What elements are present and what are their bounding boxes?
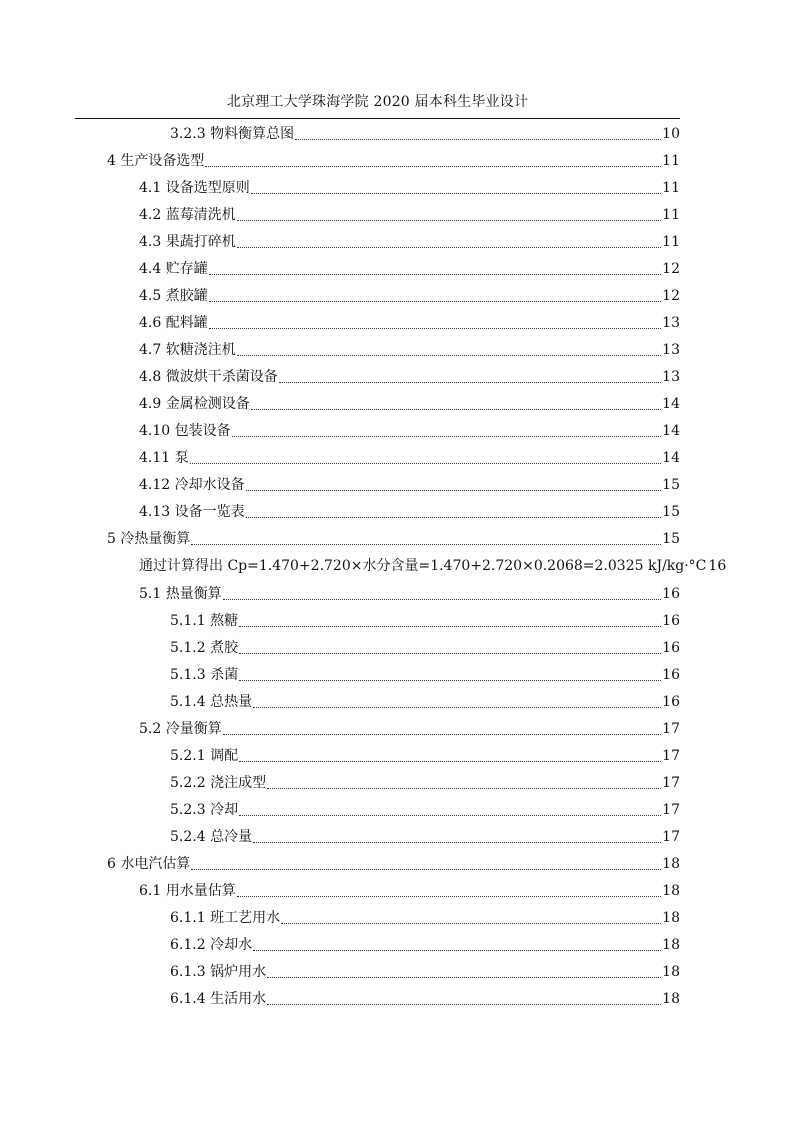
toc-entry-title: 5.1.2 煮胶 xyxy=(170,639,239,656)
toc-entry[interactable] xyxy=(170,772,680,792)
toc-entry-title: 4.10 包装设备 xyxy=(139,423,231,440)
toc-entry[interactable] xyxy=(170,907,680,927)
toc-entry-title: 5.1.4 总热量 xyxy=(170,693,253,710)
toc-entry-title: 4.2 蓝莓清洗机 xyxy=(139,207,236,224)
toc-entry-page-number: 10 xyxy=(662,126,680,142)
toc-entry-page-number: 18 xyxy=(662,936,680,953)
toc-entry[interactable] xyxy=(170,664,680,684)
toc-entry-page-number: 17 xyxy=(662,720,680,737)
toc-dot-leader xyxy=(251,409,661,410)
toc-dot-leader xyxy=(191,869,661,870)
toc-entry[interactable] xyxy=(139,258,680,278)
toc-dot-leader xyxy=(223,734,661,735)
toc-entry[interactable] xyxy=(139,474,680,494)
toc-entry[interactable] xyxy=(139,393,680,413)
toc-entry-page-number: 14 xyxy=(662,423,680,440)
toc-dot-leader xyxy=(253,842,661,843)
toc-entry[interactable] xyxy=(139,366,680,386)
toc-entry-title: 5.2.3 冷却 xyxy=(170,801,239,818)
toc-entry[interactable] xyxy=(139,204,680,224)
toc-entry-title: 4.6 配料罐 xyxy=(139,315,208,332)
toc-entry-title: 5.2 冷量衡算 xyxy=(139,720,222,737)
toc-entry-title: 4.5 煮胶罐 xyxy=(139,288,208,305)
toc-dot-leader xyxy=(237,355,661,356)
toc-entry[interactable] xyxy=(139,312,680,332)
toc-dot-leader xyxy=(295,139,661,140)
toc-entry-title: 5.2.1 调配 xyxy=(170,747,239,764)
toc-entry-page-number: 15 xyxy=(662,504,680,521)
toc-entry-page-number: 16 xyxy=(708,558,727,575)
toc-entry-title: 6.1.1 班工艺用水 xyxy=(170,909,281,926)
toc-entry-page-number: 16 xyxy=(662,666,680,683)
toc-entry-title: 4.12 冷却水设备 xyxy=(139,477,245,494)
toc-entry[interactable] xyxy=(139,177,680,197)
toc-entry-page-number: 17 xyxy=(662,747,680,764)
toc-dot-leader xyxy=(239,761,661,762)
toc-dot-leader xyxy=(267,1004,661,1005)
toc-entry-page-number: 13 xyxy=(662,315,680,332)
toc-entry[interactable] xyxy=(170,799,680,819)
toc-dot-leader xyxy=(237,896,661,897)
toc-entry-title: 6.1.4 生活用水 xyxy=(170,990,267,1007)
toc-dot-leader xyxy=(239,680,661,681)
toc-entry[interactable] xyxy=(139,420,680,440)
toc-dot-leader xyxy=(251,193,661,194)
toc-entry-page-number: 11 xyxy=(662,153,680,170)
toc-entry[interactable] xyxy=(170,961,680,981)
toc-entry-page-number: 11 xyxy=(662,180,680,197)
toc-entry-title: 6.1 用水量估算 xyxy=(139,882,236,899)
toc-entry-title: 5 冷热量衡算 xyxy=(107,531,191,548)
toc-entry-page-number: 17 xyxy=(662,828,680,845)
toc-entry-page-number: 18 xyxy=(662,990,680,1007)
toc-entry-title: 5.1.3 杀菌 xyxy=(170,666,239,683)
toc-entry-page-number: 15 xyxy=(662,531,680,548)
toc-entry-title: 4.4 贮存罐 xyxy=(139,261,208,278)
toc-entry-page-number: 13 xyxy=(662,342,680,359)
toc-entry[interactable] xyxy=(139,718,680,738)
toc-entry-title: 6 水电汽估算 xyxy=(107,855,191,872)
toc-dot-leader xyxy=(223,599,661,600)
toc-entry-title: 通过计算得出 Cp=1.470+2.720×水分含量=1.470+2.720×0.2068=2.0325 kJ/kg·°C xyxy=(139,558,707,575)
toc-dot-leader xyxy=(281,923,661,924)
toc-dot-leader xyxy=(239,626,661,627)
toc-entry-page-number: 12 xyxy=(662,288,680,305)
toc-entry-page-number: 18 xyxy=(662,909,680,926)
toc-entry[interactable] xyxy=(170,691,680,711)
toc-entry-title: 4.13 设备一览表 xyxy=(139,504,245,521)
toc-entry-page-number: 13 xyxy=(662,369,680,386)
toc-entry[interactable] xyxy=(139,231,680,251)
toc-entry[interactable] xyxy=(107,853,680,873)
toc-dot-leader xyxy=(237,247,661,248)
toc-dot-leader xyxy=(205,166,661,167)
toc-entry[interactable] xyxy=(170,988,680,1008)
toc-dot-leader xyxy=(237,220,661,221)
header-title: 北京理工大学珠海学院 2020 届本科生毕业设计 xyxy=(226,94,529,110)
toc-entry-page-number: 18 xyxy=(662,855,680,872)
toc-entry[interactable] xyxy=(139,583,680,603)
toc-dot-leader xyxy=(267,788,661,789)
toc-entry[interactable] xyxy=(170,610,680,630)
toc-entry-page-number: 16 xyxy=(662,612,680,629)
toc-entry-page-number: 12 xyxy=(662,261,680,278)
toc-entry[interactable] xyxy=(139,339,680,359)
toc-entry[interactable] xyxy=(170,826,680,846)
toc-entry[interactable] xyxy=(170,123,680,143)
toc-dot-leader xyxy=(209,274,661,275)
toc-entry[interactable] xyxy=(139,501,680,521)
toc-entry-page-number: 17 xyxy=(662,774,680,791)
toc-entry-page-number: 17 xyxy=(662,801,680,818)
toc-entry-page-number: 18 xyxy=(662,882,680,899)
toc-entry[interactable] xyxy=(139,555,727,575)
toc-dot-leader xyxy=(253,707,661,708)
toc-dot-leader xyxy=(209,301,661,302)
toc-entry-title: 4 生产设备选型 xyxy=(107,153,205,170)
toc-entry-title: 5.1.1 熬糖 xyxy=(170,612,239,629)
toc-dot-leader xyxy=(232,436,662,437)
toc-dot-leader xyxy=(246,490,662,491)
toc-entry[interactable] xyxy=(139,285,680,305)
toc-entry-page-number: 16 xyxy=(662,585,680,602)
toc-entry-title: 3.2.3 物料衡算总图 xyxy=(170,126,295,142)
toc-dot-leader xyxy=(246,517,662,518)
toc-entry-page-number: 11 xyxy=(662,234,680,251)
toc-entry[interactable] xyxy=(139,880,680,900)
toc-entry-title: 4.11 泵 xyxy=(139,450,189,467)
toc-entry-title: 5.2.2 浇注成型 xyxy=(170,774,267,791)
toc-entry-page-number: 16 xyxy=(662,639,680,656)
toc-entry-page-number: 16 xyxy=(662,693,680,710)
toc-entry-page-number: 15 xyxy=(662,477,680,494)
toc-entry-title: 6.1.2 冷却水 xyxy=(170,936,253,953)
toc-entry-title: 4.8 微波烘干杀菌设备 xyxy=(139,369,278,386)
toc-dot-leader xyxy=(239,653,661,654)
toc-entry[interactable] xyxy=(170,637,680,657)
toc-dot-leader xyxy=(267,977,661,978)
toc-dot-leader xyxy=(209,328,661,329)
toc-dot-leader xyxy=(239,815,661,816)
toc-entry-title: 4.3 果蔬打碎机 xyxy=(139,234,236,251)
toc-dot-leader xyxy=(253,950,661,951)
toc-entry-title: 5.1 热量衡算 xyxy=(139,585,222,602)
toc-entry-title: 5.2.4 总冷量 xyxy=(170,828,253,845)
toc-entry-title: 4.9 金属检测设备 xyxy=(139,396,250,413)
toc-dot-leader xyxy=(190,463,662,464)
toc-dot-leader xyxy=(279,382,661,383)
toc-entry-page-number: 18 xyxy=(662,963,680,980)
toc-entry[interactable] xyxy=(107,528,680,548)
toc-entry-title: 4.7 软糖浇注机 xyxy=(139,342,236,359)
toc-entry[interactable] xyxy=(107,150,680,170)
toc-entry-title: 4.1 设备选型原则 xyxy=(139,180,250,197)
toc-entry-page-number: 14 xyxy=(662,450,680,467)
toc-entry-title: 6.1.3 锅炉用水 xyxy=(170,963,267,980)
toc-dot-leader xyxy=(191,544,661,545)
toc-entry[interactable] xyxy=(170,934,680,954)
toc-entry-page-number: 14 xyxy=(662,396,680,413)
toc-entry[interactable] xyxy=(170,745,680,765)
toc-entry-page-number: 11 xyxy=(662,207,680,224)
toc-entry[interactable] xyxy=(139,447,680,467)
